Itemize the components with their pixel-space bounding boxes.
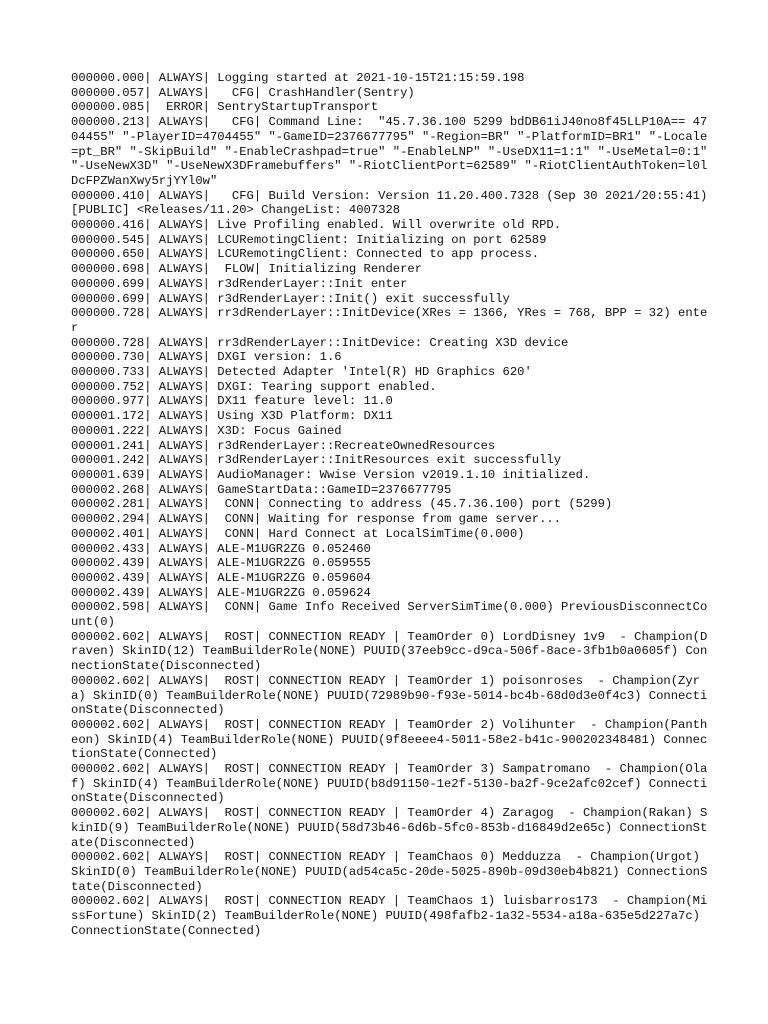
log-line: 000002.598| ALWAYS| CONN| Game Info Received ServerSimTime(0.000) PreviousDisconnectCount(0) [71, 600, 708, 630]
log-line: 000002.602| ALWAYS| ROST| CONNECTION READY | TeamOrder 1) poisonroses - Champion(Zyra) SkinID(0) TeamBuilderRole(NONE) PUUID(72989b90-f93e-5014-bc4b-68d0d3e0f4c3) ConnectionState(Disconnected) [71, 673, 708, 718]
log-line: 000002.294| ALWAYS| CONN| Waiting for response from game server... [71, 512, 562, 527]
log-line: 000002.602| ALWAYS| ROST| CONNECTION READY | TeamChaos 0) Medduzza - Champion(Urgot) SkinID(0) TeamBuilderRole(NONE) PUUID(ad54ca5c-20de-5025-890b-09d30eb4b821) ConnectionState(Disconnected) [71, 850, 708, 894]
log-line: 000002.281| ALWAYS| CONN| Connecting to address (45.7.36.100) port (5299) [71, 497, 613, 512]
log-line: 000000.698| ALWAYS| FLOW| Initializing Renderer [71, 262, 423, 277]
log-line: 000002.433| ALWAYS| ALE-M1UGR2ZG 0.052460 [71, 541, 371, 556]
log-line: 000001.639| ALWAYS| AudioManager: Wwise Version v2019.1.10 initialized. [71, 467, 591, 482]
log-line: 000002.439| ALWAYS| ALE-M1UGR2ZG 0.059624 [71, 585, 371, 600]
log-line: 000002.602| ALWAYS| ROST| CONNECTION READY | TeamChaos 1) luisbarros173 - Champion(MissFortune) SkinID(2) TeamBuilderRole(NONE) PUUID(498fafb2-1a32-5534-a18a-635e5d227a7c) ConnectionState(Connected) [71, 894, 708, 938]
log-line: 000002.602| ALWAYS| ROST| CONNECTION READY | TeamOrder 2) Volihunter - Champion(Pantheon) SkinID(4) TeamBuilderRole(NONE) PUUID(9f8eeee4-5011-58e2-b41c-900202348481) ConnectionState(Connected) [71, 717, 708, 762]
log-line: 000002.439| ALWAYS| ALE-M1UGR2ZG 0.059555 [71, 556, 371, 571]
log-line: 000001.242| ALWAYS| r3dRenderLayer::InitResources exit successfully [71, 453, 562, 468]
log-line: 000000.728| ALWAYS| rr3dRenderLayer::InitDevice(XRes = 1366, YRes = 768, BPP = 32) enter [71, 306, 708, 335]
log-line: 000001.241| ALWAYS| r3dRenderLayer::RecreateOwnedResources [71, 438, 496, 453]
log-line: 000001.222| ALWAYS| X3D: Focus Gained [71, 423, 342, 438]
log-line: 000000.410| ALWAYS| CFG| Build Version: Version 11.20.400.7328 (Sep 30 2021/20:55:41) [PUBLIC] <Releases/11.20> ChangeList: 4007328 [71, 188, 715, 218]
log-line: 000002.602| ALWAYS| ROST| CONNECTION READY | TeamOrder 0) LordDisney 1v9 - Champion(Draven) SkinID(12) TeamBuilderRole(NONE) PUUID(37eeb9cc-d9ca-506f-8ace-3fb1b0a0605f) ConnectionState(Disconnected) [71, 629, 708, 674]
log-line: 000000.000| ALWAYS| Logging started at 2021-10-15T21:15:59.198 [71, 71, 525, 85]
log-line: 000001.172| ALWAYS| Using X3D Platform: DX11 [71, 409, 393, 424]
log-line: 000000.416| ALWAYS| Live Profiling enabled. Will overwrite old RPD. [71, 218, 562, 233]
log-line: 000000.545| ALWAYS| LCURemotingClient: Initializing on port 62589 [71, 232, 547, 247]
log-document [71, 71, 715, 938]
log-line: 000002.439| ALWAYS| ALE-M1UGR2ZG 0.059604 [71, 570, 371, 585]
log-line: 000000.730| ALWAYS| DXGI version: 1.6 [71, 350, 342, 365]
log-line: 000000.650| ALWAYS| LCURemotingClient: Connected to app process. [71, 247, 540, 262]
log-line: 000002.602| ALWAYS| ROST| CONNECTION READY | TeamOrder 4) Zaragog - Champion(Rakan) SkinID(9) TeamBuilderRole(NONE) PUUID(58d73b46-6d6b-5fc0-853b-d16849d2e65c) ConnectionState(Disconnected) [71, 806, 708, 850]
log-line: 000000.057| ALWAYS| CFG| CrashHandler(Sentry) [71, 85, 415, 100]
log-line: 000002.268| ALWAYS| GameStartData::GameID=2376677795 [71, 482, 452, 497]
log-line: 000000.699| ALWAYS| r3dRenderLayer::Init enter [71, 276, 408, 291]
log-line: 000002.602| ALWAYS| ROST| CONNECTION READY | TeamOrder 3) Sampatromano - Champion(Olaf) SkinID(4) TeamBuilderRole(NONE) PUUID(b8d91150-1e2f-5130-ba2f-9ce2afc02cef) ConnectionState(Disconnected) [71, 762, 708, 806]
log-line: 000000.699| ALWAYS| r3dRenderLayer::Init() exit successfully [71, 291, 510, 306]
log-line: 000000.728| ALWAYS| rr3dRenderLayer::InitDevice: Creating X3D device [71, 335, 569, 350]
log-line: 000000.085| ERROR| SentryStartupTransport [71, 100, 379, 115]
log-line: 000002.401| ALWAYS| CONN| Hard Connect at LocalSimTime(0.000) [71, 526, 525, 541]
log-line: 000000.213| ALWAYS| CFG| Command Line: "45.7.36.100 5299 bdDB61iJ40no8f45LLP10A== 4704455" "-PlayerID=4704455" "-GameID=2376677795" "-Region=BR" "-PlatformID=BR1" "-Locale=pt_BR" "-SkipBuild" "-EnableCrashpad=true" "-EnableLNP" "-UseDX11=1:1" "-UseMetal=0:1" "-UseNewX3D" "-UseNewX3DFramebuffers" "-RiotClientPort=62589" "-RiotClientAuthToken=l0lDcFPZWanXwy5rjYYl0w" [71, 115, 715, 188]
log-line: 000000.977| ALWAYS| DX11 feature level: 11.0 [71, 394, 393, 409]
log-line: 000000.752| ALWAYS| DXGI: Tearing support enabled. [71, 379, 437, 394]
log-line: 000000.733| ALWAYS| Detected Adapter 'Intel(R) HD Graphics 620' [71, 365, 532, 380]
